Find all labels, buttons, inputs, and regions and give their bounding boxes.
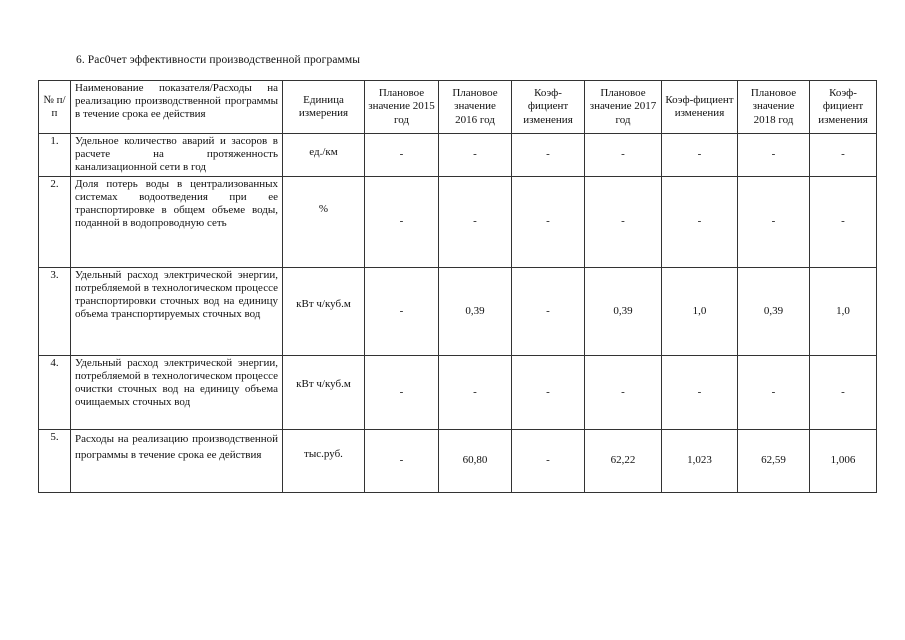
row-plan-2018: 62,59 [738, 429, 810, 492]
header-unit: Единица измерения [283, 81, 365, 134]
header-plan-2018: Плановое значение 2018 год [738, 81, 810, 134]
row-num: 4. [39, 355, 71, 429]
table-row [39, 134, 877, 177]
efficiency-table [38, 80, 877, 493]
row-coef-3: - [810, 176, 877, 267]
row-unit: кВт ч/куб.м [283, 267, 365, 355]
row-plan-2016: 0,39 [439, 267, 512, 355]
row-unit: кВт ч/куб.м [283, 355, 365, 429]
header-coef-2: Коэф-фициент изменения [662, 81, 738, 134]
table-row [39, 176, 877, 267]
row-plan-2015: - [365, 429, 439, 492]
row-plan-2016: - [439, 176, 512, 267]
row-coef-1: - [512, 355, 585, 429]
row-num: 1. [39, 134, 71, 177]
row-coef-1: - [512, 429, 585, 492]
row-name: Доля потерь воды в централизованных системах водоотведения при ее транспортировке в общем объеме воды, поданной в водопроводную сеть [71, 176, 283, 267]
row-coef-2: - [662, 134, 738, 177]
document-title: 6. Рас0чет эффективности производственной программы [76, 54, 361, 66]
row-plan-2018: 0,39 [738, 267, 810, 355]
row-num: 5. [39, 429, 71, 492]
row-plan-2016: - [439, 355, 512, 429]
header-coef-1: Коэф-фициент изменения [512, 81, 585, 134]
header-plan-2016: Плановое значение 2016 год [439, 81, 512, 134]
row-plan-2015: - [365, 355, 439, 429]
row-plan-2017: - [585, 176, 662, 267]
row-plan-2017: - [585, 134, 662, 177]
row-plan-2018: - [738, 134, 810, 177]
row-coef-2: 1,0 [662, 267, 738, 355]
row-coef-3: - [810, 134, 877, 177]
header-plan-2015: Плановое значение 2015 год [365, 81, 439, 134]
table-row [39, 429, 877, 492]
row-name: Расходы на реализацию производственной программы в течение срока ее действия [71, 429, 283, 492]
row-name: Удельное количество аварий и засоров в расчете на протяженность канализационной сети в год [71, 134, 283, 177]
row-plan-2016: - [439, 134, 512, 177]
table-header-row [39, 81, 877, 134]
row-plan-2017: 62,22 [585, 429, 662, 492]
header-coef-3: Коэф-фициент изменения [810, 81, 877, 134]
row-plan-2017: 0,39 [585, 267, 662, 355]
row-coef-1: - [512, 134, 585, 177]
row-coef-1: - [512, 267, 585, 355]
row-coef-2: - [662, 355, 738, 429]
header-name: Наименование показателя/Расходы на реализацию производственной программы в течение срока ее действия [71, 81, 283, 134]
row-name: Удельный расход электрической энергии, потребляемой в технологическом процессе транспортировки сточных вод на единицу объема транспортируемых сточных вод [71, 267, 283, 355]
row-coef-3: 1,0 [810, 267, 877, 355]
table-row [39, 267, 877, 355]
row-plan-2018: - [738, 355, 810, 429]
row-plan-2016: 60,80 [439, 429, 512, 492]
row-plan-2018: - [738, 176, 810, 267]
header-num: № п/п [39, 81, 71, 134]
row-coef-3: - [810, 355, 877, 429]
row-unit: тыс.руб. [283, 429, 365, 492]
row-plan-2015: - [365, 134, 439, 177]
header-plan-2017: Плановое значение 2017 год [585, 81, 662, 134]
row-unit: ед./км [283, 134, 365, 177]
row-plan-2015: - [365, 176, 439, 267]
row-num: 3. [39, 267, 71, 355]
row-coef-2: 1,023 [662, 429, 738, 492]
row-name: Удельный расход электрической энергии, потребляемой в технологическом процессе очистки сточных вод на единицу объема очищаемых сточных вод [71, 355, 283, 429]
row-unit: % [283, 176, 365, 267]
row-coef-3: 1,006 [810, 429, 877, 492]
row-plan-2017: - [585, 355, 662, 429]
row-coef-2: - [662, 176, 738, 267]
row-coef-1: - [512, 176, 585, 267]
row-num: 2. [39, 176, 71, 267]
row-plan-2015: - [365, 267, 439, 355]
table-row [39, 355, 877, 429]
